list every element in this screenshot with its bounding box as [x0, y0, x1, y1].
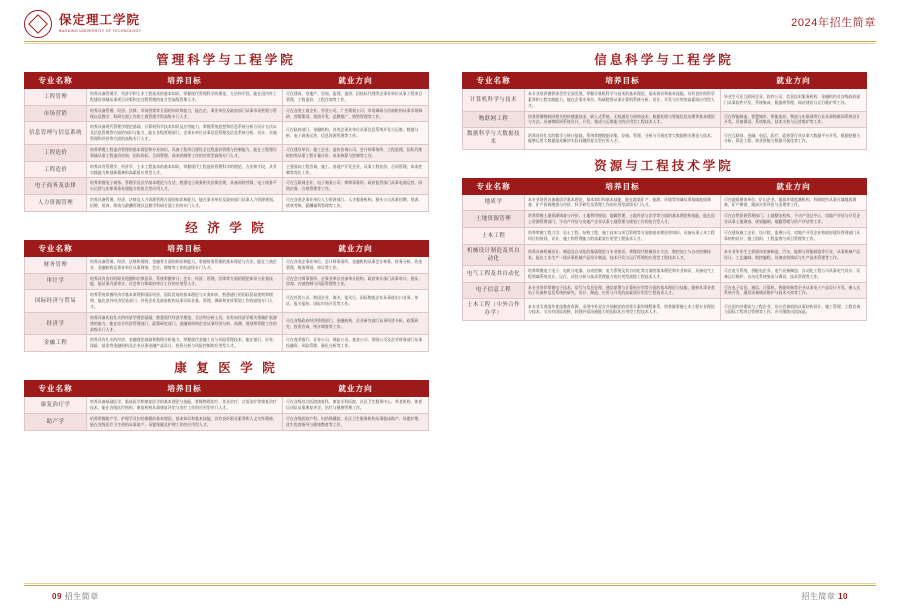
career-direction: 可在自然资源管理部门、土地整治机构、不动产登记中心、房地产评估与开发企业从事土地调查、规划编制、地籍管理与资产评估等工作。 [721, 211, 867, 228]
training-goal: 本专业培养掌握电子技术、信号与信息处理、通信原理与计算机应用等方面的基本理论与技能，能够从事各类电子设备和信息系统的研究、设计、制造、应用与开发的高素质应用型工程技术人才。 [525, 282, 721, 299]
major-name: 土木工程（中外合作办学） [463, 299, 525, 320]
header-divider [24, 41, 876, 42]
column-header: 专业名称 [463, 73, 525, 89]
major-name: 康复治疗学 [25, 397, 87, 414]
major-name: 审计学 [25, 273, 87, 290]
left-column [24, 44, 428, 431]
major-name: 计算机科学与技术 [463, 89, 525, 112]
major-name: 土地资源管理 [463, 211, 525, 228]
training-goal: 培养具有良好的职业道德和法律意识，系统掌握审计、会计、经济、管理、法律等方面的理论知识与业务技能，能从事内部审计、社会审计和政府审计工作的应用型人才。 [87, 273, 283, 290]
career-direction: 可在外贸公司、跨国企业、海关、报关行、国际物流企业从事进出口业务、单证、报关报检、国际市场开发等工作。 [283, 290, 429, 313]
training-goal: 培养掌握助产学、护理学及妇幼保健的基本理论、基本知识和基本技能，具有良好职业素养和人文关怀精神，能在各级医疗卫生机构从事助产、母婴保健及护理工作的应用型人才。 [87, 413, 283, 430]
major-name: 金融工程 [25, 335, 87, 352]
school-logo [24, 10, 141, 38]
career-direction: 可在各类工商企业、外贸公司、广告策划公司、市场调研与咨询机构从事市场调研、营销策划、渠道开发、品牌推广、销售管理等工作。 [283, 105, 429, 122]
training-goal: 培养掌握物联网相关的传感器技术、嵌入式系统、无线通信与网络技术、数据处理与智能信息处理等基本理论与方法，具备物联网系统设计、开发、集成与运维能力的应用型工程技术人才。 [525, 111, 721, 128]
majors-table [462, 72, 867, 150]
major-name: 经济学 [25, 312, 87, 335]
table-header-row [463, 178, 867, 194]
career-direction: 可在各级医院产科、妇幼保健院、社区卫生服务机构从事临床助产、母婴护理、优生优育指导与健康教育等工作。 [283, 413, 429, 430]
table-row [25, 290, 429, 313]
table-row [463, 89, 867, 112]
training-goal: 培养掌握工程力学、岩土工程、结构工程、施工技术与项目管理等方面的基本理论和知识，具备从事土木工程项目的规划、设计、施工和管理能力的高素质应用型工程技术人才。 [525, 227, 721, 244]
major-name: 电子商务及法律 [25, 178, 87, 195]
career-direction: 可在建筑、房地产、咨询、监理、造价、招投标代理等企事业单位从事工程项目管理、工程造价、工程咨询等工作。 [283, 89, 429, 106]
section-title: 康 复 医 学 院 [174, 361, 278, 376]
table-row [25, 312, 429, 335]
column-header: 培养目标 [87, 381, 283, 397]
page-header [0, 0, 900, 44]
footer-right-label: 招生简章 [801, 592, 836, 601]
table-row [463, 128, 867, 149]
column-header: 专业名称 [463, 178, 525, 194]
majors-table [24, 240, 429, 352]
column-header: 就业方向 [283, 381, 429, 397]
table-row [25, 89, 429, 106]
section-title: 信息科学与工程学院 [594, 53, 734, 67]
table-header-row [463, 73, 867, 89]
major-name: 土木工程 [463, 227, 525, 244]
major-name: 信息管理与信息系统 [25, 122, 87, 145]
footer-left [52, 591, 99, 602]
school-name-cn: 保定理工学院 [59, 13, 141, 28]
major-name: 助产学 [25, 413, 87, 430]
career-direction: 可在各级政府经济管理部门、金融机构、企业研究部门从事经济分析、政策研究、投资咨询、统计调查等工作。 [283, 312, 429, 335]
footer-right [801, 591, 848, 602]
major-name: 财务管理 [25, 256, 87, 273]
table-row [463, 265, 867, 282]
section-title: 资源与工程技术学院 [594, 158, 734, 173]
majors-table [462, 178, 867, 321]
training-goal: 培养具备管理、经济、法律、市场营销等方面的知识和能力，能在企、事业单位及政府部门从事市场营销与管理以及教学、科研方面工作的工商管理学科高级专门人才。 [87, 105, 283, 122]
career-direction: 可在建设单位、施工企业、造价咨询公司、会计师事务所、工程监理、招标代理机构等从事工程计量计价、成本核算与控制等工作。 [283, 145, 429, 162]
major-name: 人力资源管理 [25, 195, 87, 212]
career-direction: 可在政府部门、金融机构、各类企事业单位从事信息系统开发与运维、数据分析、电子商务运营、信息资源管理等工作。 [283, 122, 429, 145]
training-goal: 培养具备机械设计、制造及自动化的基础理论与专业知识，掌握现代机械设计方法、数控加工与自动控制技术，能在工业生产一线从事机械产品设计制造、技术开发与运行管理的应用型工程技术人才。 [525, 244, 721, 265]
table-row [25, 178, 429, 195]
school-name-en: BAODING UNIVERSITY OF TECHNOLOGY [59, 28, 142, 33]
career-direction: 可在国内外建筑与工程企业、设计咨询机构从事结构设计、施工管理、工程咨询与国际工程项目管理等工作，亦可继续出国深造。 [721, 299, 867, 320]
career-direction: 可在商业银行、证券公司、保险公司、基金公司、期货公司及企业财务部门从事投融资、风险管理、量化分析等工作。 [283, 335, 429, 352]
major-name: 数据科学与大数据技术 [463, 128, 525, 149]
table-row [25, 145, 429, 162]
table-row [25, 105, 429, 122]
section-title: 管理科学与工程学院 [156, 53, 296, 67]
training-goal: 培养具备管理、经济、法律及人力资源管理方面的知识和能力，能在事业单位及政府部门从事人力资源规划、招聘、培训、绩效与薪酬管理以及教学科研方面工作的专门人才。 [87, 195, 283, 212]
training-goal: 培养具有扎实的经济、金融理论基础和数理分析能力，掌握现代金融工具与风险管理技术，能在银行、证券、保险、基金等金融机构及企业从事金融产品设计、投资分析与风险控制的应用型人才。 [87, 335, 283, 352]
school-logo-text [59, 14, 141, 33]
major-name: 机械设计制造及其自动化 [463, 244, 525, 265]
table-row [25, 273, 429, 290]
career-direction: 可在建筑施工企业、设计院、监理公司、房地产开发企业和政府建设管理部门从事结构设计、施工组织、工程监理与项目管理等工作。 [721, 227, 867, 244]
table-row [25, 413, 429, 430]
training-goal: 培养掌握工程造价管理的基本理论和专业知识，具备工程项目建设全过程造价管理与控制能力，能在工程建设领域从事工程造价咨询、招标投标、合同管理、成本控制等工作的应用型高级专门人才。 [87, 145, 283, 162]
column-header: 专业名称 [25, 73, 87, 89]
footer-divider [24, 585, 876, 586]
career-direction: 可在各级综合医院康复科、康复专科医院、社区卫生服务中心、养老机构、体育运动队从事康复评定、治疗与健康管理工作。 [283, 397, 429, 414]
major-name: 物联网工程 [463, 111, 525, 128]
training-goal: 培养具备基础医学、临床医学和康复医学的基本理论与技能，掌握物理治疗、作业治疗、言语治疗等康复治疗技术，能在各级医疗机构、康复机构从事康复评定与治疗工作的应用型专门人才。 [87, 397, 283, 414]
brochure-title: 2024年招生简章 [791, 17, 876, 29]
table-row [463, 282, 867, 299]
career-direction: 可在互联网企业、电子商务公司、律师事务所、政府监管部门从事电商运营、网络法务、合规管理等工作。 [283, 178, 429, 195]
major-name: 市场营销 [25, 105, 87, 122]
major-name: 电气工程及其自动化 [463, 265, 525, 282]
training-goal: 培养掌握土地资源调查与评价、土地利用规划、地籍管理、土地经济与法学等方面的基本理论和技能，能在国土资源管理部门、不动产评估与房地产企业从事土地管理与规划工作的复合型人才。 [525, 211, 721, 228]
footer-right-page: 10 [838, 592, 848, 601]
training-goal: 培养具备比较扎实的经济学理论基础，熟悉现代经济学理论、方法和分析工具，具有向经济学相关领域扩展渗透的能力，能在综合经济管理部门、政策研究部门、金融机构和企业从事经济分析、预测、规划和管理工作的高级专门人才。 [87, 312, 283, 335]
career-direction: 可在电子信息、通信、计算机、智能终端等企业从事电子产品设计开发、嵌入式系统开发、通信设备调试维护与技术支持等工作。 [721, 282, 867, 299]
column-header: 培养目标 [525, 178, 721, 194]
training-goal: 培养具备管理学、经济学和土木工程技术的基本知识，掌握现代管理科学的理论、方法和手段，能在国内外工程建设领域从事项目决策和全过程管理的复合型高级管理人才。 [87, 89, 283, 106]
training-goal: 培养掌握电工电子、电机与电器、自动控制、电力系统及其自动化等方面的基本理论和专业知识，具备电气工程领域系统设计、运行、试验分析与技术管理能力的应用型高级工程技术人才。 [525, 265, 721, 282]
column-header: 培养目标 [87, 73, 283, 89]
career-direction: 可在电力系统、供配电企业、电气设备制造、自动化工程公司从事电气设计、设备运行维护、自动化系统集成与调试、技术管理等工作。 [721, 265, 867, 282]
career-direction: 可在各类企事业单位人力资源部门、人才服务机构、猎头公司从事招聘、培训、绩效考核、薪酬福利管理等工作。 [283, 195, 429, 212]
career-direction: 可在地质勘查单位、矿山企业、地质环境监测机构、科研院所从事区域地质调查、矿产勘查、地质灾害评价与治理等工作。 [721, 194, 867, 211]
career-direction: 可在智能制造、智慧城市、智能家居、物流与车联网等行业从事物联网系统设计开发、设备调试、系统集成、技术支持与运营维护等工作。 [721, 111, 867, 128]
training-goal: 培养具有管理学、经济学、土木工程技术的基本知识，掌握现代工程造价管理科学的理论、方法和手段，具有实践能力和创新精神的高素质应用型人才。 [87, 161, 283, 178]
column-header: 就业方向 [283, 240, 429, 256]
table-row [463, 111, 867, 128]
training-goal: 培养具备管理、经济、法律和理财、金融等方面的知识和能力，掌握财务管理的基本理论与方法，能在工商企业、金融机构及事业单位从事财务、会计、理财等工作的高级专门人才。 [87, 256, 283, 273]
major-name: 国际经济与贸易 [25, 290, 87, 313]
table-row [463, 211, 867, 228]
table-header-row [25, 240, 429, 256]
career-direction: 可在各类企事业单位、会计师事务所、金融机构从事会计核算、财务分析、资金管理、税务筹划、审计等工作。 [283, 256, 429, 273]
table-row [25, 195, 429, 212]
training-goal: 培养系统掌握经济学基本原理和国际经济、国际贸易的基本理论与实务知识，熟悉通行的国际贸易规则和惯例，能在涉外经济贸易部门、外资企业及政府机构从事实际业务、管理、调研和宣传策划工作的高级专门人才。 [87, 290, 283, 313]
major-name: 电子信息工程 [463, 282, 525, 299]
table-row [25, 335, 429, 352]
major-name: 地质学 [463, 194, 525, 211]
training-goal: 本专业引进国外优质教育资源，采用中外双方共同制定的培养方案和课程体系，培养既掌握土木工程专业理论与技术，又具有国际视野、较强外语沟通能力的国际化应用型工程技术人才。 [525, 299, 721, 320]
training-goal: 培养掌握电子商务、管理学及法学基本理论与方法，熟悉电子商务相关法律法规，具备网络营销、电子商务平台运营与法律事务处理能力的复合型应用人才。 [87, 178, 283, 195]
career-direction: 本专业毕业生主要面向装备制造、汽车、能源与智能制造等行业，从事机械产品设计、工艺编制、数控编程、设备安装调试与生产技术管理等工作。 [721, 244, 867, 265]
training-goal: 培养具有扎实的数学与统计基础，系统掌握数据采集、存储、管理、分析与可视化等大数据相关理论与技术，能够运用大数据技术解决实际问题的复合型应用人才。 [525, 128, 721, 149]
footer-divider-secondary [24, 583, 876, 584]
school-seal-icon [24, 10, 52, 38]
right-column [462, 44, 866, 321]
major-name: 工程造价 [25, 161, 87, 178]
column-header: 专业名称 [25, 381, 87, 397]
table-row [25, 122, 429, 145]
major-name: 工程管理 [25, 89, 87, 106]
column-header: 专业名称 [25, 240, 87, 256]
career-direction: 毕业生可在互联网企业、软件公司、信息技术服务机构、金融机构及各级政府部门从事软件开发、系统集成、数据库管理、网站建设与运行维护等工作。 [721, 89, 867, 112]
major-name: 工程造价 [25, 145, 87, 162]
majors-table [24, 72, 429, 212]
column-header: 就业方向 [721, 73, 867, 89]
career-direction: 可在互联网、金融、电信、医疗、政务等行业从事大数据平台开发、数据挖掘与分析、算法工程、商业智能与数据可视化等工作。 [721, 128, 867, 149]
training-goal: 本专业培养德智体美劳全面发展，掌握计算机科学与技术的基本理论、基本知识和基本技能，具有良好的科学素养和工程实践能力，能在企事业单位、科研院所从事计算机系统分析、设计、开发与应用的高素质应用型人才。 [525, 89, 721, 112]
column-header: 就业方向 [721, 178, 867, 194]
column-header: 就业方向 [283, 73, 429, 89]
career-direction: 可在会计师事务所、企事业单位内部审计机构、政府审计部门从事审计、鉴证、咨询、内部控制与风险管理等工作。 [283, 273, 429, 290]
column-header: 培养目标 [525, 73, 721, 89]
footer-left-label: 招生简章 [64, 592, 99, 601]
table-header-row [25, 381, 429, 397]
table-row [25, 161, 429, 178]
table-header-row [25, 73, 429, 89]
training-goal: 培养具备现代管理学理论基础、计算机科学技术知识及应用能力，掌握系统思想和信息系统分析与设计方法以及信息管理等方面的知识与能力，能在各级管理部门、企事业单位从事信息管理及信息系统分析、设计、实施管理和评价等方面的高级专门人才。 [87, 122, 283, 145]
table-row [463, 244, 867, 265]
majors-table [24, 380, 429, 430]
footer-left-page: 09 [52, 592, 62, 601]
table-row [25, 256, 429, 273]
table-row [463, 299, 867, 320]
column-header: 培养目标 [87, 240, 283, 256]
career-direction: 主要面向工程咨询、施工、房地产开发企业，从事工程估价、合同管理、成本控制等岗位工作。 [283, 161, 429, 178]
table-row [463, 194, 867, 211]
training-goal: 本专业培养具备地质学基本理论、基本知识和基本技能，能在地质矿产、能源、环境等领域从事基础地质调查、矿产资源勘查与评价、科学研究及管理工作的应用型高级专门人才。 [525, 194, 721, 211]
table-row [25, 397, 429, 414]
table-row [463, 227, 867, 244]
section-title: 经 济 学 院 [185, 220, 267, 235]
